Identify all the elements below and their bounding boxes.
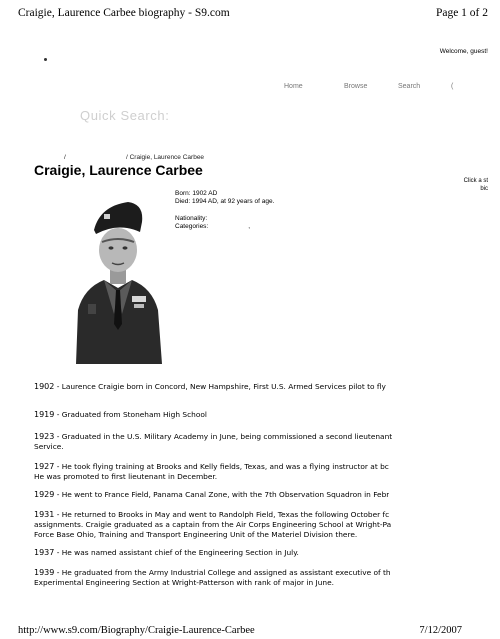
- timeline-year: 1937: [34, 548, 55, 557]
- timeline-text: - Graduated in the U.S. Military Academy in June, being commissioned a second lieutenant: [54, 432, 393, 441]
- categories-fact: [175, 223, 274, 231]
- breadcrumb: [64, 154, 204, 161]
- timeline-entry: [34, 382, 386, 392]
- page-title: Craigie, Laurence Carbee: [34, 162, 203, 178]
- timeline-year: 1902: [34, 382, 55, 391]
- timeline-year: 1929: [34, 490, 55, 499]
- bio-facts: [175, 190, 274, 232]
- nav-home-link[interactable]: Home: [284, 83, 303, 90]
- timeline-text: - He went to France Field, Panama Canal Zone, with the 7th Observation Squadron in Febr: [54, 490, 390, 499]
- timeline-text: - He graduated from the Army Industrial College and assigned as assistant executive of th: [54, 568, 391, 577]
- click-note-line2: bic: [480, 186, 488, 192]
- nav-more-link[interactable]: (: [451, 83, 454, 90]
- categories-label: Categories:: [175, 223, 209, 231]
- print-header-title: Craigie, Laurence Carbee biography - S9.com: [18, 7, 230, 19]
- timeline-continuation: assignments. Craigie graduated as a captain from the Air Corps Engineering School at Wright-Pa: [34, 520, 392, 529]
- timeline-entry: [34, 410, 207, 420]
- died-fact: Died: 1994 AD, at 92 years of age.: [175, 198, 275, 206]
- timeline-entry: [34, 490, 389, 500]
- welcome-text: Welcome, guest!: [439, 48, 488, 55]
- timeline-text: - He took flying training at Brooks and Kelly fields, Texas, and was a flying instructor at bc: [54, 462, 389, 471]
- timeline-text: - Graduated from Stoneham High School: [54, 410, 207, 419]
- timeline-continuation: Force Base Ohio, Training and Transport Engineering Unit of the Materiel Division there.: [34, 530, 358, 539]
- timeline-text: - He returned to Brooks in May and went to Randolph Field, Texas the following October fc: [54, 510, 390, 519]
- quick-search-label: Quick Search:: [80, 108, 170, 123]
- timeline-year: 1939: [34, 568, 55, 577]
- print-footer-url: http://www.s9.com/Biography/Craigie-Laurence-Carbee: [18, 625, 255, 636]
- click-note: [464, 177, 488, 193]
- breadcrumb-separator[interactable]: /: [64, 154, 66, 161]
- timeline-entry: [34, 432, 392, 452]
- click-note-line1: Click a st: [463, 178, 488, 184]
- timeline-continuation: He was promoted to first lieutenant in December.: [34, 472, 218, 481]
- breadcrumb-current: / Craigie, Laurence Carbee: [126, 154, 205, 161]
- categories-mark: ,: [248, 223, 251, 231]
- nav-browse-link[interactable]: Browse: [344, 83, 368, 90]
- timeline-year: 1923: [34, 432, 55, 441]
- nationality-fact: Nationality:: [175, 214, 208, 222]
- bullet-dot-icon: [44, 58, 47, 61]
- timeline-year: 1927: [34, 462, 55, 471]
- print-footer-date: 7/12/2007: [419, 625, 462, 636]
- print-header-page: Page 1 of 2: [435, 7, 488, 19]
- portrait-photo: [70, 192, 166, 364]
- nav-search-link[interactable]: Search: [398, 83, 421, 90]
- timeline-text: - He was named assistant chief of the Engineering Section in July.: [54, 548, 299, 557]
- timeline-entry: [34, 462, 389, 482]
- timeline-year: 1919: [34, 410, 55, 419]
- timeline-entry: [34, 510, 391, 540]
- timeline-continuation: Experimental Engineering Section at Wright-Patterson with rank of major in June.: [34, 578, 334, 587]
- portrait-photo-graphic: [70, 192, 166, 364]
- timeline-year: 1931: [34, 510, 55, 519]
- timeline-text: - Laurence Craigie born in Concord, New Hampshire, First U.S. Armed Services pilot to fly: [54, 382, 386, 391]
- born-fact: Born: 1902 AD: [175, 190, 218, 197]
- timeline-entry: [34, 548, 299, 558]
- timeline-continuation: Service.: [34, 442, 64, 451]
- timeline-entry: [34, 568, 391, 588]
